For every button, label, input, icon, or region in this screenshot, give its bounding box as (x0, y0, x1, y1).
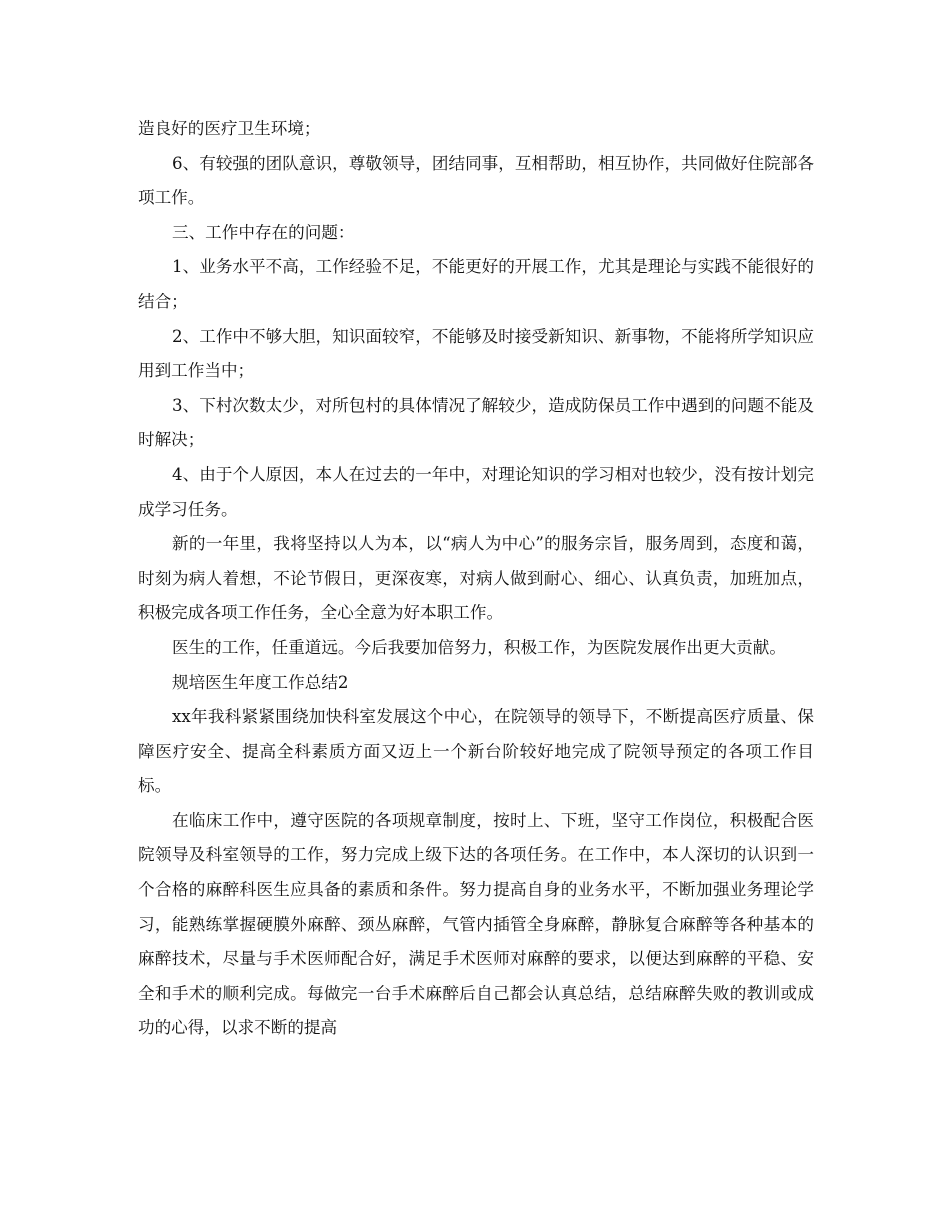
paragraph-problem-2: 2、工作中不够大胆，知识面较窄，不能够及时接受新知识、新事物，不能将所学知识应用到工作当中； (138, 326, 814, 381)
document-page (138, 112, 814, 1046)
paragraph-problem-4: 4、由于个人原因，本人在过去的一年中，对理论知识的学习相对也较少，没有按计划完成学习任务。 (138, 464, 814, 519)
section-heading-problems: 三、工作中存在的问题： (172, 222, 355, 242)
paragraph-conclusion: 医生的工作，任重道远。今后我要加倍努力，积极工作，为医院发展作出更大贡献。 (172, 637, 786, 657)
paragraph-problem-1: 1、业务水平不高，工作经验不足，不能更好的开展工作，尤其是理论与实践不能很好的结合； (138, 257, 814, 311)
paragraph-item-6: 6、有较强的团队意识，尊敬领导，团结同事，互相帮助，相互协作，共同做好住院部各项工作。 (138, 153, 814, 208)
paragraph-problem-3: 3、下村次数太少，对所包村的具体情况了解较少，造成防保员工作中遇到的问题不能及时解决； (138, 395, 814, 450)
paragraph-new-year: 新的一年里，我将坚持以人为本，以“病人为中心”的服务宗旨，服务周到，态度和蔼，时刻为病人着想，不论节假日，更深夜寒，对病人做到耐心、细心、认真负责，加班加点，积极完成各项工作任务，全心全意为好本职工作。 (138, 534, 814, 623)
paragraph-continuation: 造良好的医疗卫生环境； (138, 119, 321, 138)
paragraph-department-year: xx年我科紧紧围绕加快科室发展这个中心，在院领导的领导下，不断提高医疗质量、保障医疗安全、提高全科素质方面又迈上一个新台阶较好地完成了院领导预定的各项工作目标。 (138, 707, 814, 796)
section-title-summary-2: 规培医生年度工作总结2 (172, 672, 349, 692)
paragraph-clinical-work: 在临床工作中，遵守医院的各项规章制度，按时上、下班，坚守工作岗位，积极配合医院领导及科室领导的工作，努力完成上级下达的各项任务。在工作中，本人深切的认识到一个合格的麻醉科医生应具备的素质和条件。努力提高自身的业务水平，不断加强业务理论学习，能熟练掌握硬膜外麻醉、颈丛麻醉，气管内插管全身麻醉，静脉复合麻醉等各种基本的麻醉技术，尽量与手术医师配合好，满足手术医师对麻醉的要求，以便达到麻醉的平稳、安全和手术的顺利完成。每做完一台手术麻醉后自己都会认真总结，总结麻醉失败的教训或成功的心得，以求不断的提高 (138, 810, 814, 1038)
